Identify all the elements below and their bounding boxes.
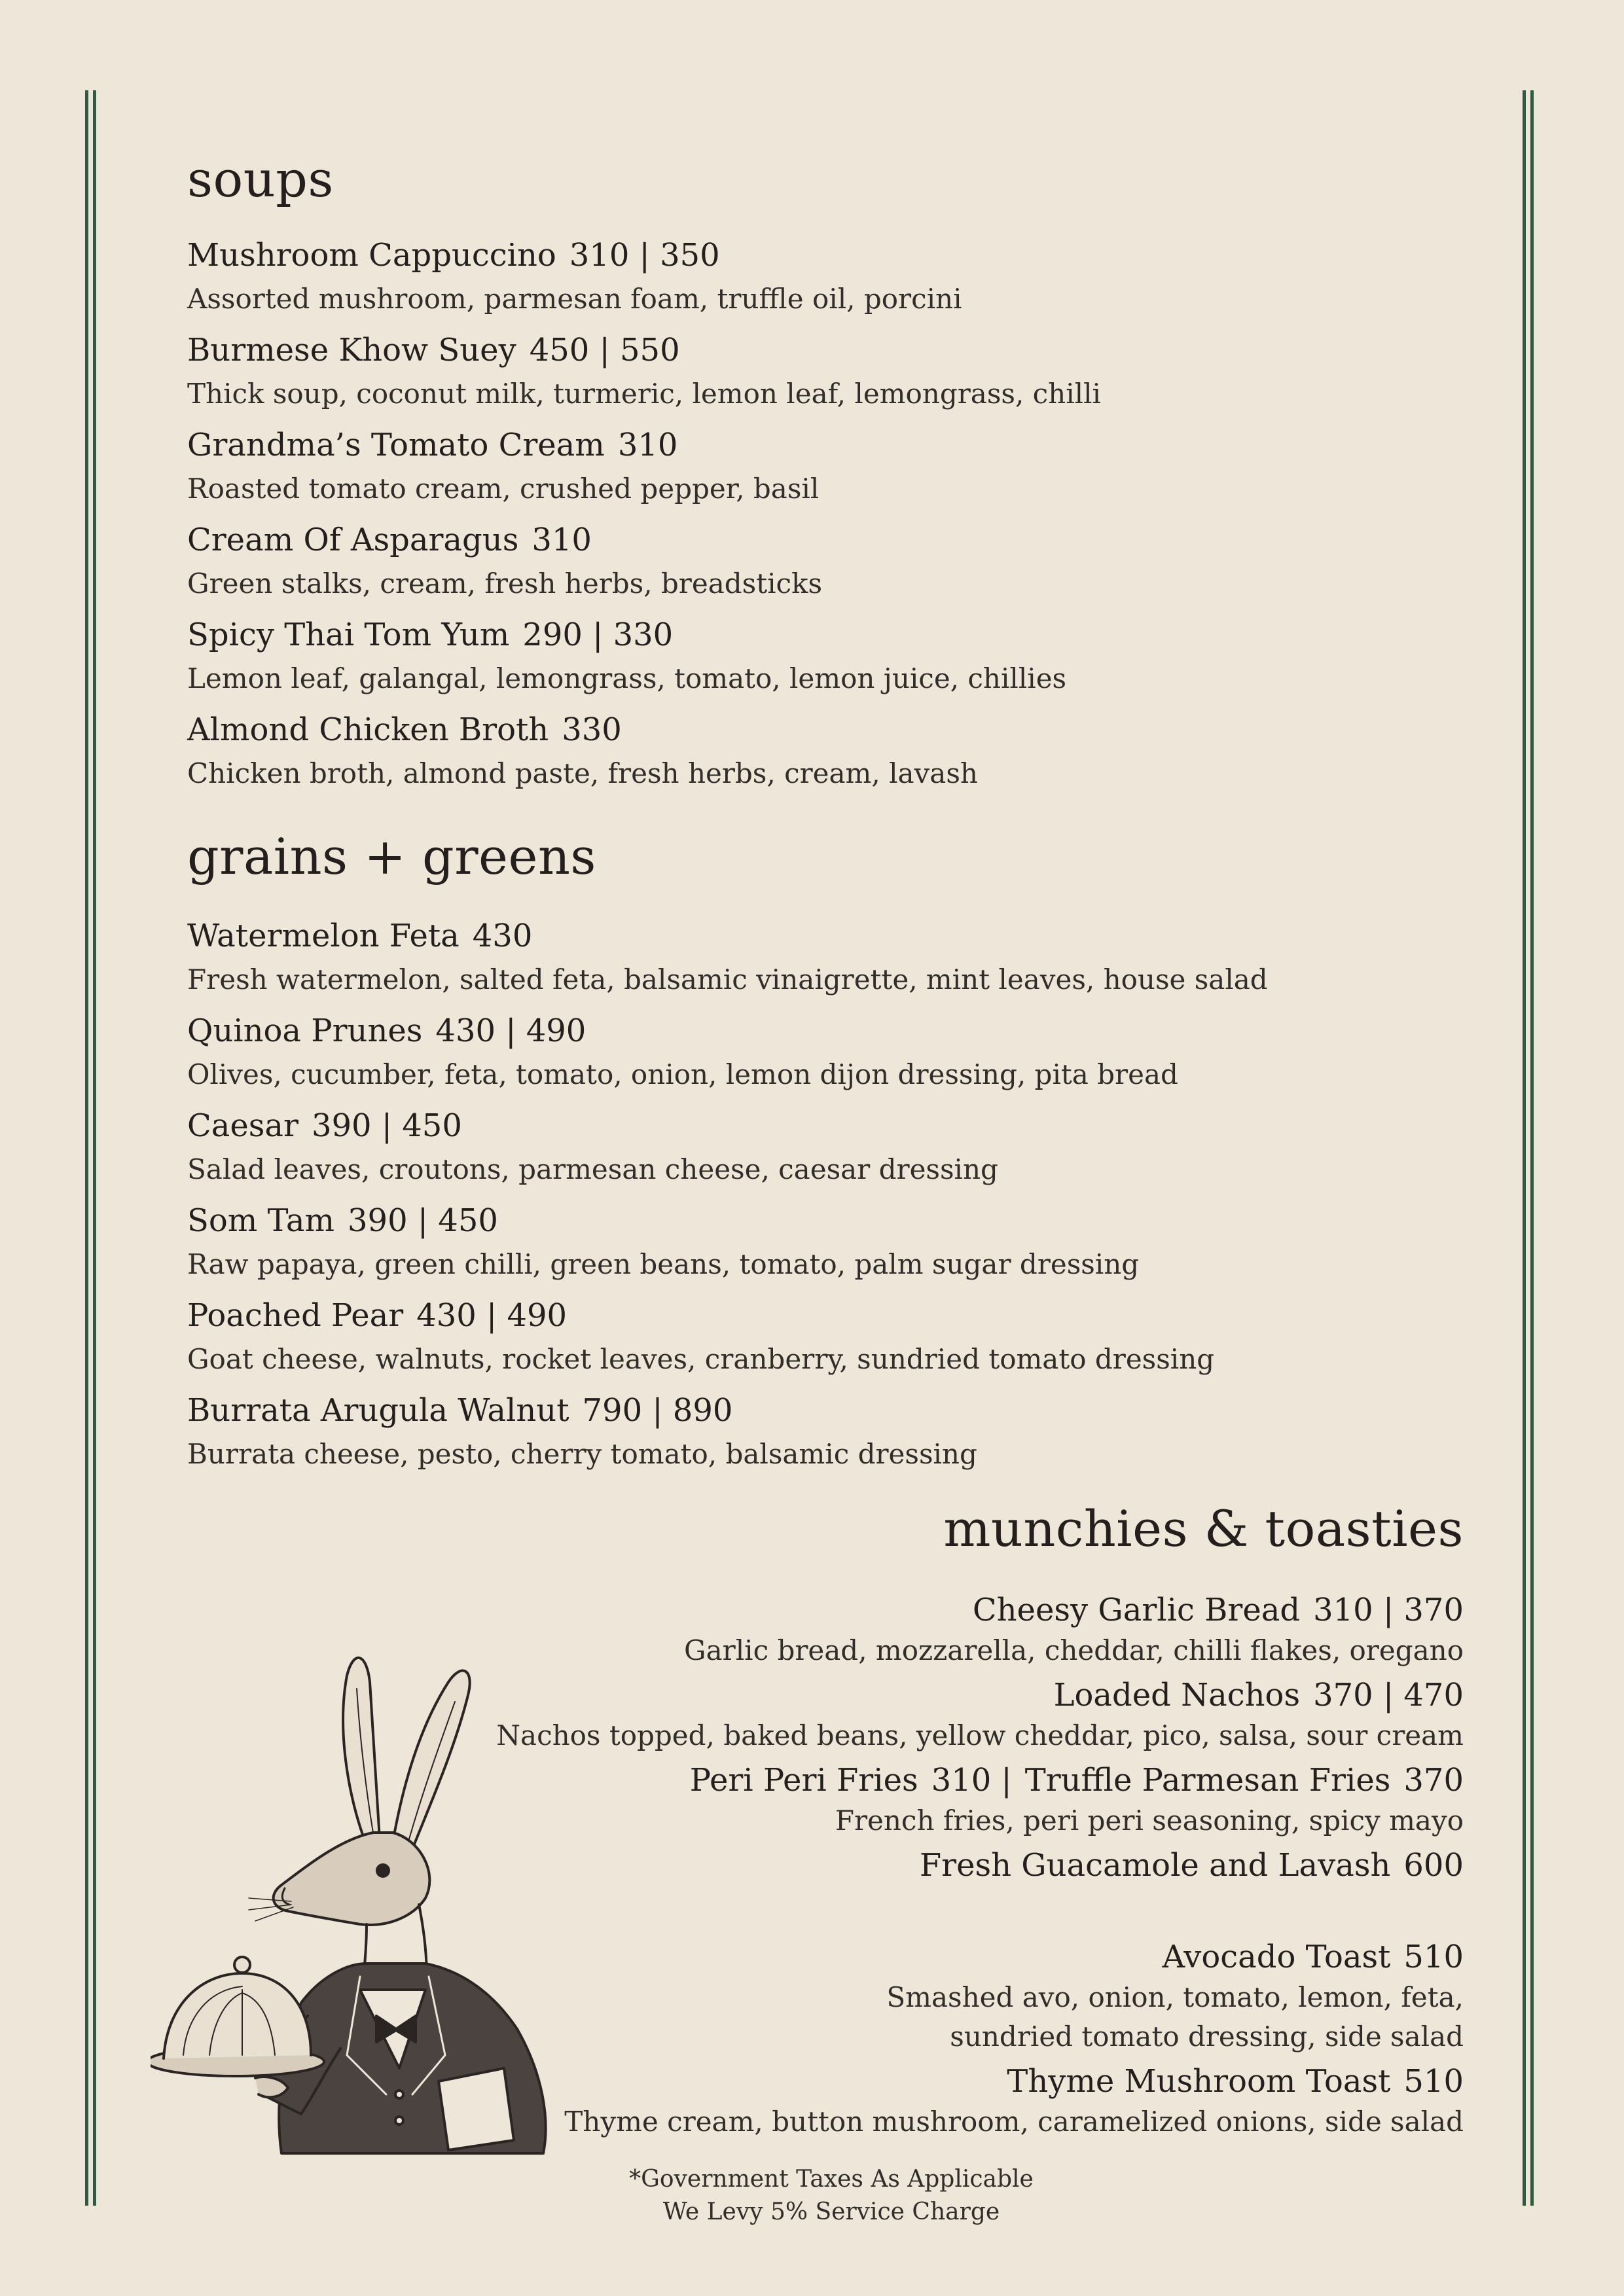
item-name: Mushroom Cappuccino: [187, 237, 556, 274]
menu-item-salad: [187, 1015, 1178, 1088]
item-name-fries: [689, 1762, 1464, 1799]
item-description: Raw papaya, green chilli, green beans, tomato, palm sugar dressing: [187, 1248, 1140, 1280]
item-description: Salad leaves, croutons, parmesan cheese, caesar dressing: [187, 1153, 998, 1185]
item-price: 310 | 370: [1313, 1592, 1464, 1628]
item-name: Peri Peri Fries: [689, 1762, 918, 1799]
menu-item-soup: [187, 334, 1101, 408]
item-name: Poached Pear: [187, 1297, 404, 1334]
item-name: Spicy Thai Tom Yum: [187, 617, 510, 653]
item-description: French fries, peri peri seasoning, spicy mayo: [835, 1804, 1464, 1837]
footnote-taxes: *Government Taxes As Applicable: [629, 2166, 1034, 2193]
item-name: Thyme Mushroom Toast: [1007, 2063, 1391, 2100]
menu-item-soup: [187, 619, 1066, 692]
right-border-rule-inner: [1523, 90, 1526, 2206]
item-name: Burmese Khow Suey: [187, 332, 516, 368]
item-price: 370: [1403, 1762, 1464, 1799]
item-name: Cheesy Garlic Bread: [972, 1592, 1301, 1628]
item-name-cheesy-garlic-bread: [973, 1594, 1464, 1626]
section-title-soups: soups: [187, 150, 334, 208]
section-title-grains-greens: grains + greens: [187, 827, 596, 886]
menu-item-soup: [187, 429, 819, 503]
item-name: Almond Chicken Broth: [187, 711, 549, 748]
item-price: 290 | 330: [522, 617, 674, 653]
item-name-loaded-nachos: [1054, 1679, 1464, 1711]
item-description: Thick soup, coconut milk, turmeric, lemon leaf, lemongrass, chilli: [187, 378, 1101, 410]
item-name: Cream Of Asparagus: [187, 522, 519, 558]
item-name: Grandma’s Tomato Cream: [187, 427, 605, 463]
item-description: Smashed avo, onion, tomato, lemon, feta,: [886, 1981, 1464, 2013]
item-name-thyme-mushroom-toast: [1007, 2063, 1464, 2100]
left-border-rule-inner: [93, 90, 96, 2206]
item-name: Truffle Parmesan Fries: [1024, 1762, 1391, 1799]
item-description: Olives, cucumber, feta, tomato, onion, lemon dijon dressing, pita bread: [187, 1058, 1178, 1090]
item-name: Caesar: [187, 1107, 298, 1144]
item-description: Nachos topped, baked beans, yellow cheddar, pico, salsa, sour cream: [496, 1719, 1464, 1751]
item-description: Assorted mushroom, parmesan foam, truffle oil, porcini: [187, 283, 962, 315]
item-name: Quinoa Prunes: [187, 1013, 423, 1049]
item-price: 430: [472, 918, 533, 954]
item-price: 330: [562, 711, 622, 748]
item-description: Green stalks, cream, fresh herbs, breadsticks: [187, 567, 823, 600]
menu-item-salad: [187, 920, 1268, 994]
item-price: 430 | 490: [435, 1013, 586, 1049]
item-description: Burrata cheese, pesto, cherry tomato, balsamic dressing: [187, 1438, 977, 1470]
item-price: 430 | 490: [416, 1297, 568, 1334]
item-name-avocado-toast: [1163, 1941, 1464, 1973]
item-name: Fresh Guacamole and Lavash: [919, 1847, 1391, 1884]
item-description: sundried tomato dressing, side salad: [950, 2020, 1464, 2053]
menu-item-salad: [187, 1392, 977, 1470]
item-name: Watermelon Feta: [187, 918, 460, 954]
item-price: 310: [532, 522, 592, 558]
item-price: 310 | 350: [569, 237, 720, 274]
rabbit-waiter-illustration: [151, 1597, 569, 2160]
footnote: [609, 2163, 1054, 2229]
right-border-rule-outer: [1530, 90, 1534, 2206]
item-description: Fresh watermelon, salted feta, balsamic vinaigrette, mint leaves, house salad: [187, 963, 1268, 996]
footnote-service-charge: We Levy 5% Service Charge: [662, 2198, 1000, 2225]
item-price: 600: [1403, 1847, 1464, 1884]
menu-item-soup: [187, 711, 978, 789]
item-price: 370 | 470: [1313, 1677, 1464, 1713]
item-description: Garlic bread, mozzarella, cheddar, chilli flakes, oregano: [684, 1634, 1464, 1666]
menu-item-soup: [187, 237, 962, 315]
menu-item-salad: [187, 1202, 1140, 1280]
menu-item-soup: [187, 524, 822, 598]
item-name: Avocado Toast: [1162, 1939, 1391, 1975]
item-name: Burrata Arugula Walnut: [187, 1392, 569, 1429]
section-title-munchies-toasties: munchies & toasties: [943, 1499, 1464, 1558]
item-description: Chicken broth, almond paste, fresh herbs, cream, lavash: [187, 757, 978, 789]
item-name: Loaded Nachos: [1053, 1677, 1301, 1713]
item-description: Thyme cream, button mushroom, caramelized onions, side salad: [564, 2106, 1464, 2138]
menu-item-salad: [187, 1107, 998, 1185]
item-price: 450 | 550: [529, 332, 680, 368]
item-price: 390 | 450: [311, 1107, 462, 1144]
left-border-rule-outer: [85, 90, 88, 2206]
item-name-guacamole: [919, 1847, 1464, 1884]
item-price: 310 |: [931, 1762, 1012, 1799]
item-price: 510: [1403, 2063, 1464, 2100]
menu-item-salad: [187, 1297, 1215, 1375]
item-price: 790 | 890: [582, 1392, 733, 1429]
item-price: 310: [617, 427, 678, 463]
item-price: 390 | 450: [347, 1202, 498, 1239]
item-description: Roasted tomato cream, crushed pepper, basil: [187, 473, 820, 505]
item-description: Goat cheese, walnuts, rocket leaves, cranberry, sundried tomato dressing: [187, 1343, 1215, 1375]
item-price: 510: [1403, 1939, 1464, 1975]
item-description: Lemon leaf, galangal, lemongrass, tomato, lemon juice, chillies: [187, 662, 1067, 694]
item-name: Som Tam: [187, 1202, 334, 1239]
